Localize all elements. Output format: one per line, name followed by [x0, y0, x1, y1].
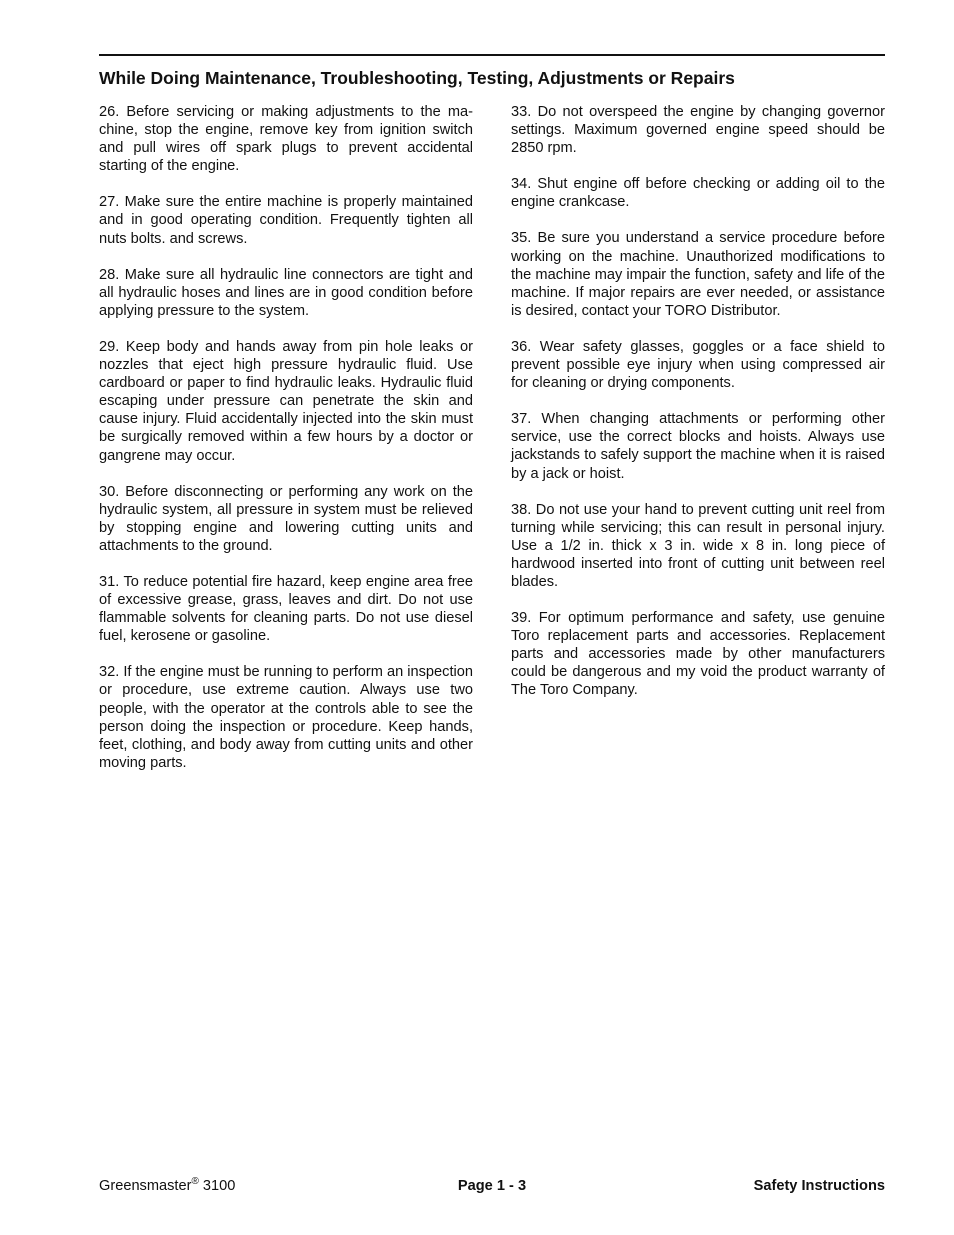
left-column: [99, 103, 473, 790]
item-36: 36. Wear safety glasses, goggles or a face shield to prevent possible eye injury when using compressed air for cleaning or drying components.: [511, 338, 885, 392]
item-32: 32. If the engine must be running to perform an inspection or procedure, use extreme caution. Always use two people, with the operator at the controls able to see the person doing the inspection or procedure. Keep hands, feet, clothing, and body away from cutting units and other moving parts.: [99, 664, 473, 771]
footer-model: 3100: [198, 1178, 236, 1194]
item-35: 35. Be sure you understand a service procedure before working on the machine. Unauthorized modifications to the machine may impair the function, safety and life of the machine. If major repairs are ever needed, or assistance is desired, contact your TORO Distributor.: [511, 230, 885, 319]
item-28: 28. Make sure all hydraulic line connectors are tight and all hydraulic hoses and lines are in good condition before applying pressure to the system.: [99, 266, 473, 319]
footer-product-name: Greensmaster: [99, 1178, 192, 1194]
footer-section-title: Safety Instructions: [753, 1178, 885, 1194]
item-37: 37. When changing attachments or performing other service, use the correct blocks and hoists. Always use jackstands to safely support the machine when it is raised by a jack or hoist.: [511, 411, 885, 482]
item-29: 29. Keep body and hands away from pin hole leaks or nozzles that eject high pressure hydraulic fluid. Use cardboard or paper to find hydraulic leaks. Hydraulic fluid escaping under pressure can penetrate the skin and cause injury. Fluid accidentally injected into the skin must be surgically removed within a few hours by a doctor or gangrene may occur.: [99, 338, 473, 464]
page-number: Page 1 - 3: [457, 1178, 527, 1194]
item-31: 31. To reduce potential fire hazard, keep engine area free of excessive grease, grass, leaves and dirt. Do not use flammable solvents for cleaning parts. Do not use diesel fuel, kerosene or gasoline.: [99, 573, 473, 645]
item-26: 26. Before servicing or making adjustments to the machine, stop the engine, remove key from ignition switch and pull wires off spark plugs to prevent accidental starting of the engine.: [99, 104, 473, 175]
section-heading: While Doing Maintenance, Troubleshooting, Testing, Adjustments or Repairs: [99, 68, 735, 88]
item-39: 39. For optimum performance and safety, use genuine Toro replacement parts and accessories. Replacement parts and accessories made by other manufacturers could be dangerous and my void the product warranty of The Toro Company.: [511, 610, 885, 699]
page-footer: [99, 1175, 885, 1197]
right-column: [511, 103, 885, 718]
item-27: 27. Make sure the entire machine is properly maintained and in good operating condition. Frequently tighten all nuts bolts. and screws.: [99, 194, 473, 247]
item-38: 38. Do not use your hand to prevent cutting unit reel from turning while servicing; this can result in personal injury. Use a 1/2 in. thick x 3 in. wide x 8 in. long piece of hardwood inserted into front of cutting unit between reel blades.: [511, 501, 885, 590]
item-34: 34. Shut engine off before checking or adding oil to the engine crankcase.: [511, 176, 885, 211]
top-rule: [99, 54, 885, 56]
registered-mark: ®: [191, 1176, 199, 1187]
item-33: 33. Do not overspeed the engine by changing governor settings. Maximum governed engine speed should be 2850 rpm.: [511, 104, 885, 157]
item-30: 30. Before disconnecting or performing any work on the hydraulic system, all pressure in system must be relieved by stopping engine and lowering cutting units and attachments to the ground.: [99, 483, 473, 554]
